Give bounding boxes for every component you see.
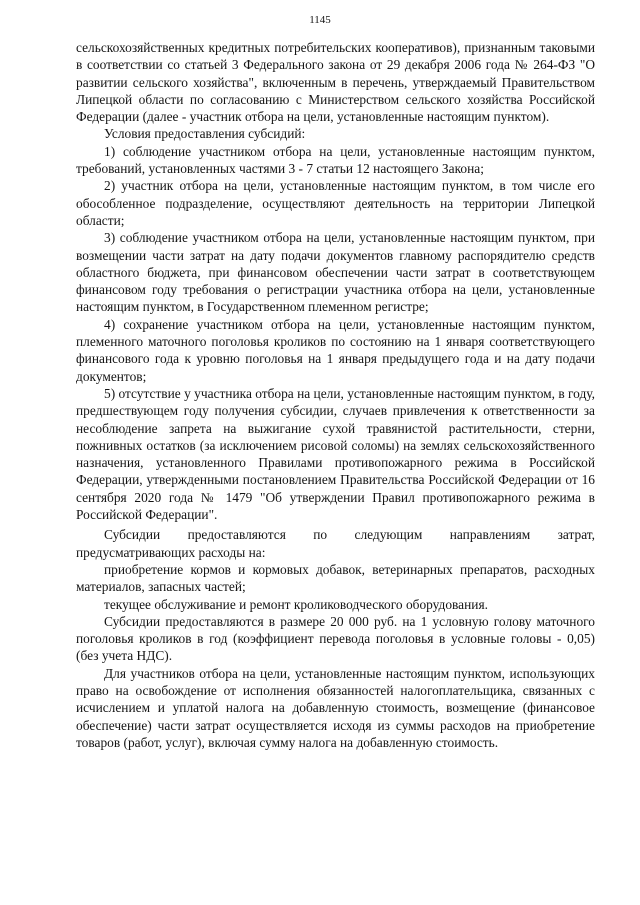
- paragraph-expense-feed: приобретение кормов и кормовых добавок, ветеринарных препаратов, расходных материалов, запасных частей;: [76, 561, 595, 595]
- paragraph-expense-maintenance: текущее обслуживание и ремонт кролиководческого оборудования.: [104, 596, 488, 612]
- document-body: [76, 39, 595, 751]
- page-number: 1145: [309, 14, 331, 26]
- paragraph-subsidy-amount: Субсидии предоставляются в размере 20 000 руб. на 1 условную голову маточного поголовья кроликов в год (коэффициент перевода поголовья в условные головы - 0,05) (без учета НДС).: [76, 613, 595, 664]
- paragraph-expense-directions: Субсидии предоставляются по следующим направлениям затрат, предусматривающих расходы на:: [76, 527, 595, 560]
- paragraph-condition-2: 2) участник отбора на цели, установленные настоящим пунктом, в том числе его обособленное подразделение, осуществляют деятельность на территории Липецкой области;: [76, 178, 595, 228]
- paragraph-condition-1: 1) соблюдение участником отбора на цели, установленные настоящим пунктом, требований, установленных частями 3 - 7 статьи 12 настоящего Закона;: [76, 143, 595, 177]
- paragraph-condition-4: 4) сохранение участником отбора на цели, установленные настоящим пунктом, племенного маточного поголовья кроликов по состоянию на 1 января соответствующего финансового года к уровню поголовья на 1 января предыдущего года и на дату подачи документов;: [76, 316, 595, 384]
- paragraph-continuation: сельскохозяйственных кредитных потребительских кооперативов), признанным таковыми в соответствии со статьей 3 Федерального закона от 29 декабря 2006 года № 264-ФЗ "О развитии сельского хозяйства", включенным в перечень, утверждаемый Правительством Липецкой области по согласованию с Министерством сельского хозяйства Российской Федерации (далее - участник отбора на цели, установленные настоящим пунктом).: [76, 40, 595, 125]
- paragraph-vat-exempt: Для участников отбора на цели, установленные настоящим пунктом, использующих право на освобождение от исполнения обязанностей налогоплательщика, связанных с исчислением и уплатой налога на добавленную стоимость, возмещение (финансовое обеспечение) части затрат осуществляется исходя из суммы расходов на приобретение товаров (работ, услуг), включая сумму налога на добавленную стоимость.: [76, 665, 595, 750]
- paragraph-condition-3: 3) соблюдение участником отбора на цели, установленные настоящим пунктом, при возмещении части затрат на дату подачи документов главному распорядителю средств областного бюджета, при финансовом обеспечении части затрат в соответствующем финансовом году требования о регистрации участника отбора на цели, установленные настоящим пунктом, в Государственном племенном регистре;: [76, 230, 595, 315]
- paragraph-condition-5: 5) отсутствие у участника отбора на цели, установленные настоящим пунктом, в году, предшествующем году получения субсидии, случаев привлечения к ответственности за несоблюдение запрета на выжигание сухой травянистой растительности, стерни, пожнивных остатков (за исключением рисовой соломы) на землях сельскохозяйственного назначения, установленного Правилами противопожарного режима в Российской Федерации, утвержденными постановлением Правительства Российской Федерации от 16 сентября 2020 года № 1479 "Об утверждении Правил противопожарного режима в Российской Федерации".: [76, 385, 595, 523]
- paragraph-conditions-heading: Условия предоставления субсидий:: [104, 126, 306, 142]
